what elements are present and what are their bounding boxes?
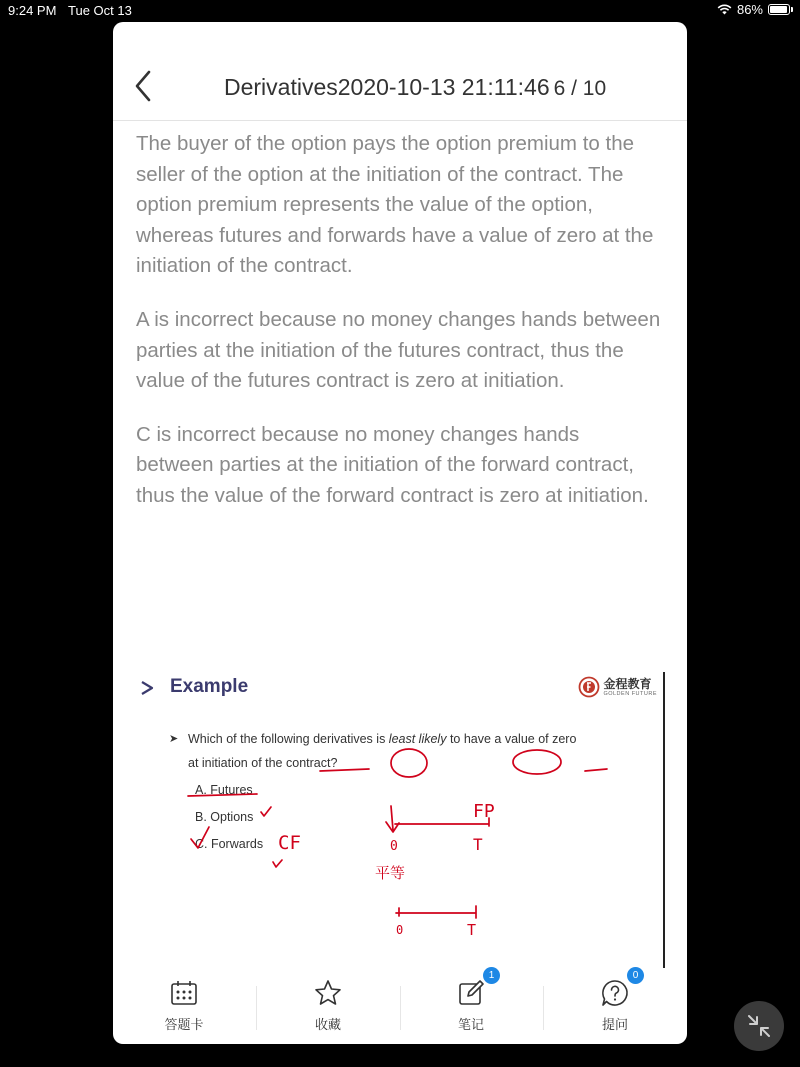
question-text: of — [534, 732, 553, 746]
star-icon — [313, 978, 343, 1008]
answer-card-icon — [169, 978, 199, 1008]
collapse-button[interactable] — [734, 1001, 784, 1051]
question-text: of the contract? — [247, 756, 338, 770]
check-c — [273, 860, 282, 867]
ink-cf: CF — [278, 832, 301, 854]
chevron-left-icon — [129, 67, 159, 107]
wifi-icon — [717, 4, 732, 15]
ink-zero: 0 — [396, 923, 404, 937]
back-button[interactable] — [129, 67, 159, 107]
option-b: B. Options — [195, 810, 254, 824]
question-keyword: least likely — [388, 732, 447, 746]
toolbar-divider — [256, 986, 257, 1030]
ask-question-button[interactable] — [565, 970, 665, 1034]
explanation-paragraph: C is incorrect because no money changes hands between parties at the initiation of the forward contract, thus the value of the forward contract is zero at initiation. — [136, 422, 649, 507]
slide-title: Example — [170, 676, 249, 697]
status-right — [717, 2, 790, 17]
option-a: A. Futures — [195, 783, 253, 797]
ink-t: T — [473, 835, 483, 854]
bottom-toolbar — [113, 972, 687, 1044]
notes-icon — [456, 978, 486, 1008]
title-text: Derivatives2020-10-13 21:11:46 — [224, 74, 550, 100]
collapse-arrows-icon — [734, 1001, 784, 1051]
header — [113, 22, 687, 121]
question-text: Which of the following — [188, 732, 314, 746]
notes-badge: 1 — [483, 967, 500, 984]
question-keyword: zero — [552, 732, 577, 746]
check-a — [261, 807, 271, 816]
explanation-paragraph: A is incorrect because no money changes hands between parties at the initiation of the futures contract, thus the value of the futures contract is zero at initiation. — [136, 307, 661, 393]
explanation — [136, 129, 661, 535]
ink-zero: 0 — [390, 839, 398, 854]
ink-t: T — [467, 921, 477, 939]
check-b — [191, 827, 209, 848]
lecture-slide — [133, 672, 665, 972]
status-time: 9:24 PM — [8, 3, 57, 18]
logo-text-en: GOLDEN FUTURE — [603, 690, 657, 697]
notes-label: 笔记 — [457, 1017, 484, 1032]
question-keyword: a value — [494, 732, 535, 746]
question-text: is — [372, 732, 389, 746]
battery-percent: 86% — [736, 2, 763, 17]
answer-card-button[interactable] — [134, 978, 234, 1034]
status-bar — [0, 0, 800, 22]
battery-icon — [768, 4, 790, 15]
underline-zero — [585, 769, 607, 771]
question-text: to have — [446, 732, 495, 746]
favorite-label: 收藏 — [314, 1017, 341, 1032]
handwritten-annotations — [133, 672, 665, 972]
toolbar-divider — [543, 986, 544, 1030]
question-keyword: at initiation — [188, 756, 248, 770]
status-date: Tue Oct 13 — [68, 3, 132, 18]
question-bubble-icon — [600, 978, 630, 1008]
notes-icon-wrap — [456, 970, 495, 1008]
ink-chinese: 平等 — [375, 864, 406, 882]
explanation-paragraph: The buyer of the option pays the option premium to the seller of the option at the initiation of the contract. The option premium represents the value of the option, whereas futures and forwards have a value of zero at the initiation of the contract. — [136, 132, 654, 278]
underline-derivatives — [320, 769, 369, 771]
answer-card-label: 答题卡 — [164, 1017, 204, 1032]
underline-at-initiation — [188, 794, 257, 796]
ink-fp: FP — [473, 801, 495, 822]
arrow-bullet-icon: ➤ — [169, 733, 179, 745]
circle-least — [391, 749, 427, 777]
toolbar-divider — [400, 986, 401, 1030]
ask-icon-wrap — [600, 970, 639, 1008]
notes-button[interactable] — [421, 970, 521, 1034]
ask-badge: 0 — [627, 967, 644, 984]
question-progress: 6 / 10 — [553, 77, 607, 100]
option-c: C. Forwards — [195, 837, 264, 851]
logo-text-cn: 金程教育 — [603, 676, 652, 691]
question-text: derivatives — [313, 732, 373, 746]
favorite-button[interactable] — [278, 978, 378, 1034]
second-timeline — [396, 906, 476, 918]
question-sheet — [113, 22, 687, 1044]
circle-value — [513, 750, 561, 774]
ask-label: 提问 — [601, 1017, 628, 1032]
page-title — [224, 74, 606, 101]
